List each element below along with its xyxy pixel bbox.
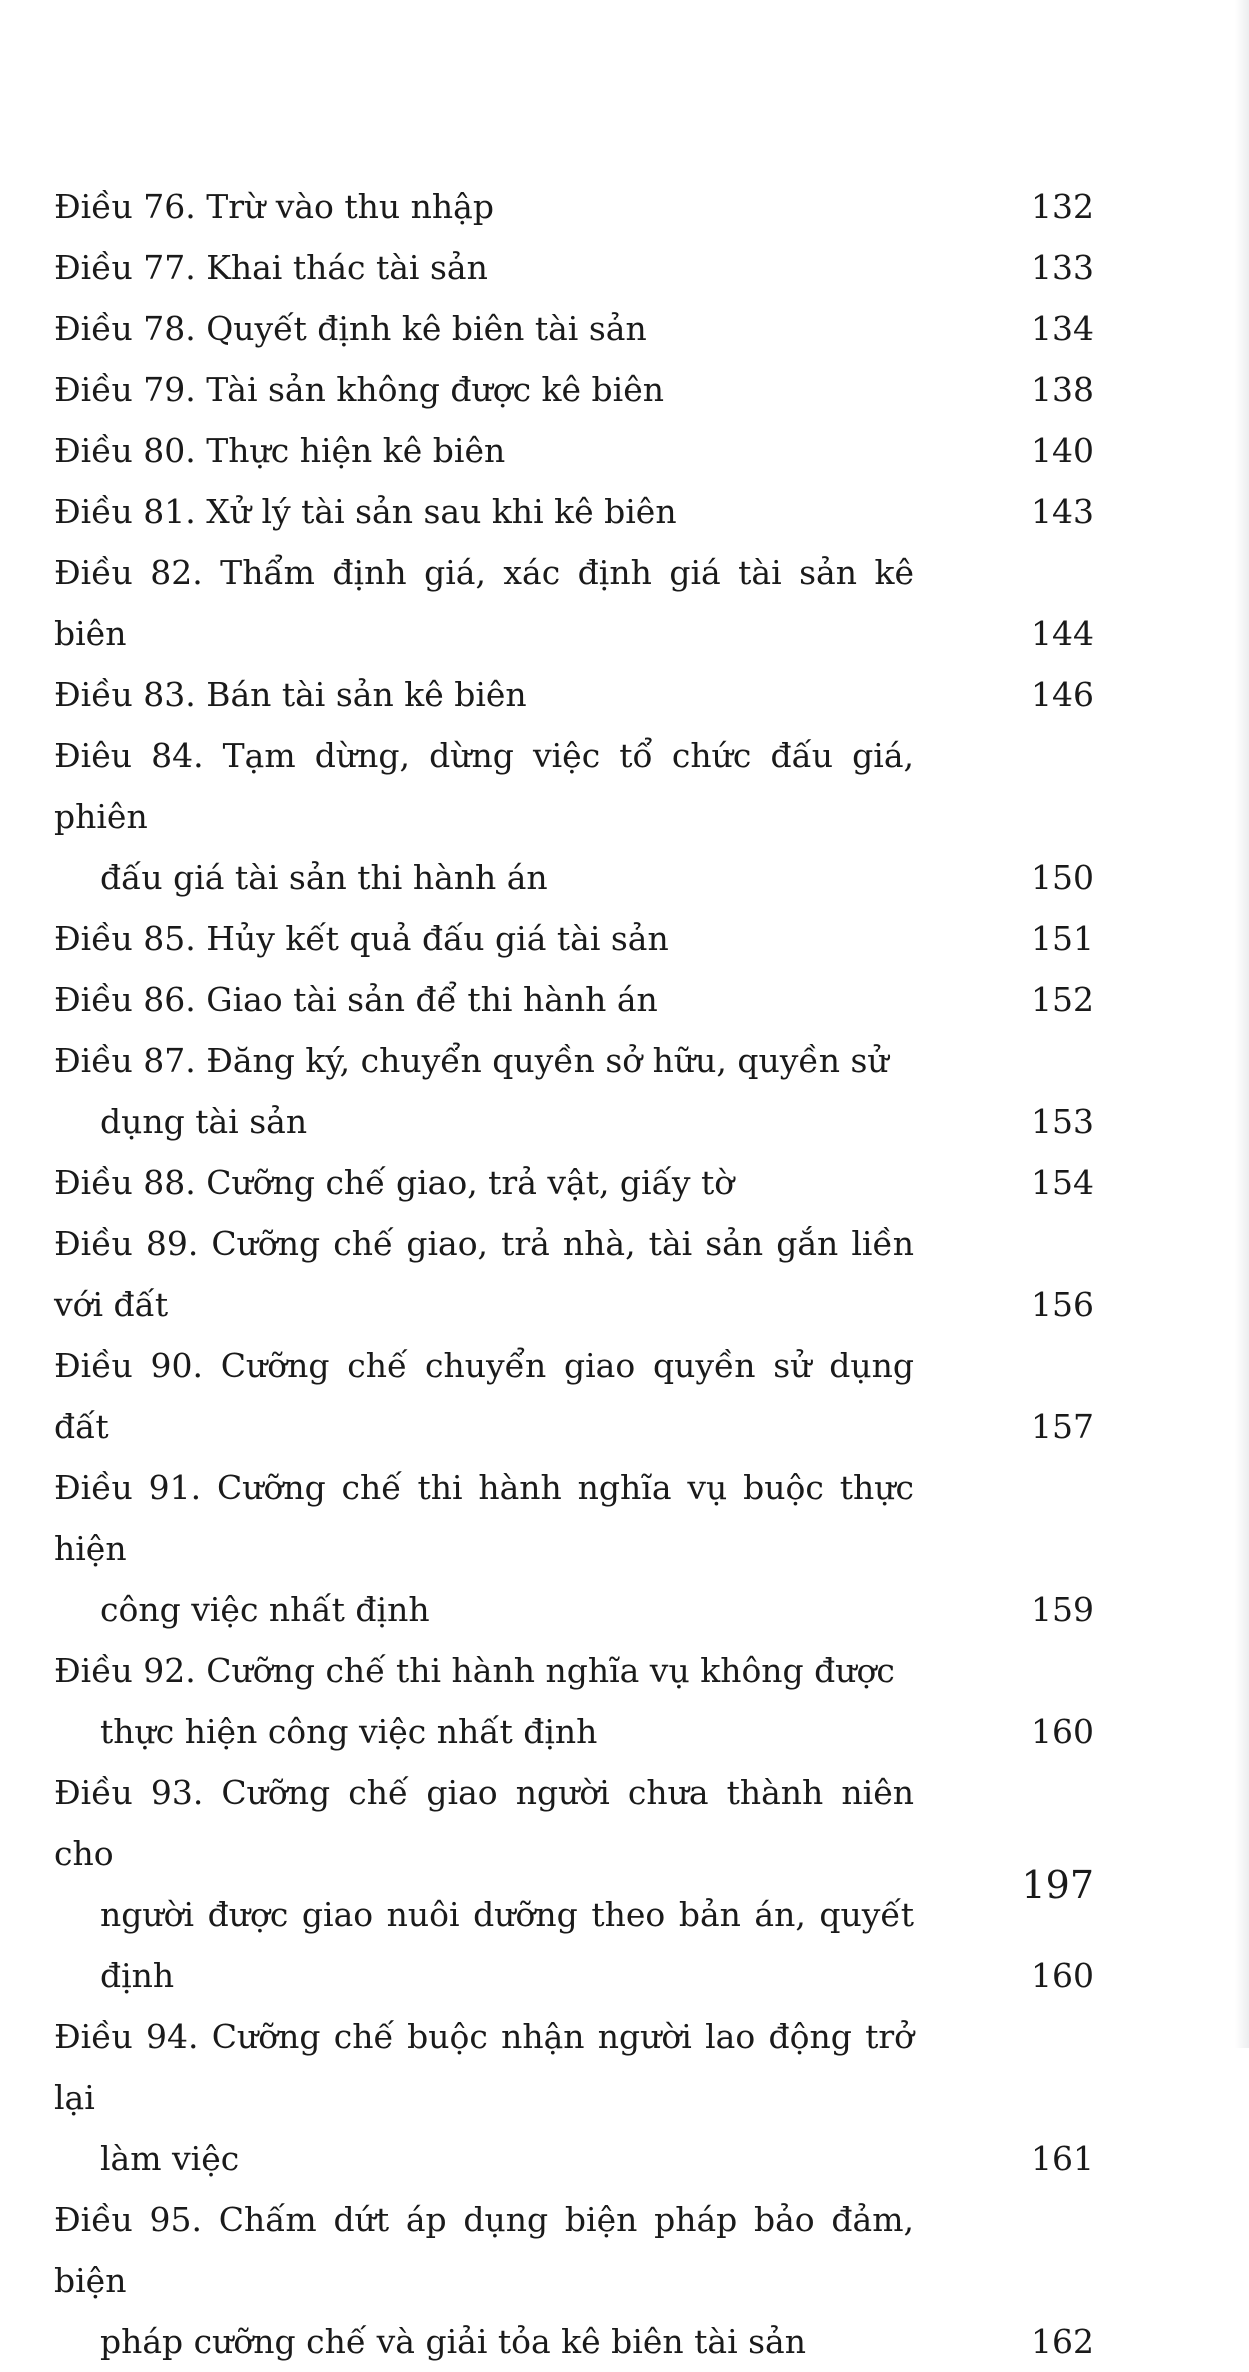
toc-entry-title xyxy=(54,2189,914,2372)
toc-title-line: Điều 88. Cưỡng chế giao, trả vật, giấy tờ xyxy=(54,1163,735,1202)
toc-title-line: Điều 76. Trừ vào thu nhập xyxy=(54,187,494,226)
toc-entry-title xyxy=(54,1152,914,1213)
toc-title-line: Điều 86. Giao tài sản để thi hành án xyxy=(54,980,658,1019)
toc-title-line: Điều 77. Khai thác tài sản xyxy=(54,248,488,287)
toc-title-line: Điều 91. Cưỡng chế thi hành nghĩa vụ buộc thực hiện xyxy=(54,1468,914,1568)
toc-title-line: Điều 90. Cưỡng chế chuyển giao quyền sử dụng đất xyxy=(54,1346,914,1446)
toc-page-number: 143 xyxy=(1031,492,1094,531)
toc-title-line: Điều 94. Cưỡng chế buộc nhận người lao động trở lại xyxy=(54,2017,914,2117)
toc-entry xyxy=(54,969,1094,1030)
toc-page-number: 138 xyxy=(1031,370,1094,409)
toc-entry xyxy=(54,1152,1094,1213)
toc-entry xyxy=(54,1030,1094,1152)
toc-entry-title xyxy=(54,176,914,237)
toc-page-number: 140 xyxy=(1031,431,1094,470)
toc-entry-title xyxy=(54,969,914,1030)
toc-page-number: 156 xyxy=(1031,1285,1094,1324)
toc-entry xyxy=(54,481,1094,542)
toc-title-line: Điều 95. Chấm dứt áp dụng biện pháp bảo đảm, biện xyxy=(54,2200,914,2300)
toc-entry-title xyxy=(54,1335,914,1457)
toc-entry xyxy=(54,1457,1094,1640)
toc-entry xyxy=(54,237,1094,298)
toc-page-number: 132 xyxy=(1031,187,1094,226)
toc-page-number: 133 xyxy=(1031,248,1094,287)
toc-page-number: 150 xyxy=(1031,858,1094,897)
toc-entry xyxy=(54,664,1094,725)
toc-entry-title xyxy=(54,481,914,542)
toc-entry-title xyxy=(54,298,914,359)
toc-entry-title xyxy=(54,1030,914,1152)
toc-page-number: 151 xyxy=(1031,919,1094,958)
toc-entry-title xyxy=(54,664,914,725)
toc-title-continuation: công việc nhất định xyxy=(100,1590,430,1629)
toc-title-line: Điều 93. Cưỡng chế giao người chưa thành niên cho xyxy=(54,1773,914,1873)
toc-title-line: Điều 82. Thẩm định giá, xác định giá tài sản kê biên xyxy=(54,553,914,653)
toc-entry-title xyxy=(54,1762,914,2006)
toc-entry xyxy=(54,1762,1094,2006)
toc-page-number: 154 xyxy=(1031,1163,1094,1202)
toc-title-continuation: thực hiện công việc nhất định xyxy=(100,1712,598,1751)
toc-entry-title xyxy=(54,1213,914,1335)
toc-title-continuation: pháp cưỡng chế và giải tỏa kê biên tài sản xyxy=(100,2322,806,2361)
toc-title-line: Điều 87. Đăng ký, chuyển quyền sở hữu, quyền sử xyxy=(54,1041,889,1080)
page-number: 197 xyxy=(1021,1863,1094,1907)
toc-page-number: 144 xyxy=(1031,614,1094,653)
toc-title-line: Điều 81. Xử lý tài sản sau khi kê biên xyxy=(54,492,677,531)
toc-page-number: 152 xyxy=(1031,980,1094,1019)
toc-entry xyxy=(54,2189,1094,2372)
toc-title-continuation: đấu giá tài sản thi hành án xyxy=(100,858,548,897)
toc-entry-title xyxy=(54,420,914,481)
toc-title-line: Điều 85. Hủy kết quả đấu giá tài sản xyxy=(54,919,669,958)
toc-title-continuation: người được giao nuôi dưỡng theo bản án, quyết định xyxy=(100,1895,914,1995)
toc-title-line: Điều 83. Bán tài sản kê biên xyxy=(54,675,527,714)
toc-entry xyxy=(54,1335,1094,1457)
toc-entry xyxy=(54,1213,1094,1335)
toc-page-number: 160 xyxy=(1031,1712,1094,1751)
toc-entry-title xyxy=(54,542,914,664)
toc-title-line: Điều 79. Tài sản không được kê biên xyxy=(54,370,665,409)
toc-entry-title xyxy=(54,1640,914,1762)
toc-entry-title xyxy=(54,908,914,969)
toc-entry-title xyxy=(54,237,914,298)
toc-title-continuation: dụng tài sản xyxy=(100,1102,308,1141)
toc-title-line: Điều 89. Cưỡng chế giao, trả nhà, tài sản gắn liền với đất xyxy=(54,1224,914,1324)
toc-page-number: 153 xyxy=(1031,1102,1094,1141)
toc-page-number: 146 xyxy=(1031,675,1094,714)
toc-entry-title xyxy=(54,2006,914,2189)
toc-entry xyxy=(54,359,1094,420)
toc-page-number: 160 xyxy=(1031,1956,1094,1995)
toc-page-number: 157 xyxy=(1031,1407,1094,1446)
toc-entry xyxy=(54,2006,1094,2189)
toc-page-number: 134 xyxy=(1031,309,1094,348)
toc-page-number: 161 xyxy=(1031,2139,1094,2178)
page-edge-shadow xyxy=(1235,0,1249,2048)
toc-entry xyxy=(54,542,1094,664)
toc-title-line: Điều 78. Quyết định kê biên tài sản xyxy=(54,309,647,348)
toc-page-number: 162 xyxy=(1031,2322,1094,2361)
toc-entry xyxy=(54,725,1094,908)
toc-entry xyxy=(54,420,1094,481)
table-of-contents xyxy=(54,176,1094,2372)
toc-entry xyxy=(54,176,1094,237)
toc-page-number: 159 xyxy=(1031,1590,1094,1629)
toc-entry xyxy=(54,908,1094,969)
toc-entry xyxy=(54,1640,1094,1762)
toc-entry-title xyxy=(54,1457,914,1640)
toc-entry-title xyxy=(54,725,914,908)
toc-entry-title xyxy=(54,359,914,420)
toc-title-line: Điều 92. Cưỡng chế thi hành nghĩa vụ không được xyxy=(54,1651,895,1690)
toc-title-line: Điêu 84. Tạm dừng, dừng việc tổ chức đấu giá, phiên xyxy=(54,736,914,836)
toc-title-continuation: làm việc xyxy=(100,2139,240,2178)
toc-title-line: Điều 80. Thực hiện kê biên xyxy=(54,431,506,470)
toc-entry xyxy=(54,298,1094,359)
